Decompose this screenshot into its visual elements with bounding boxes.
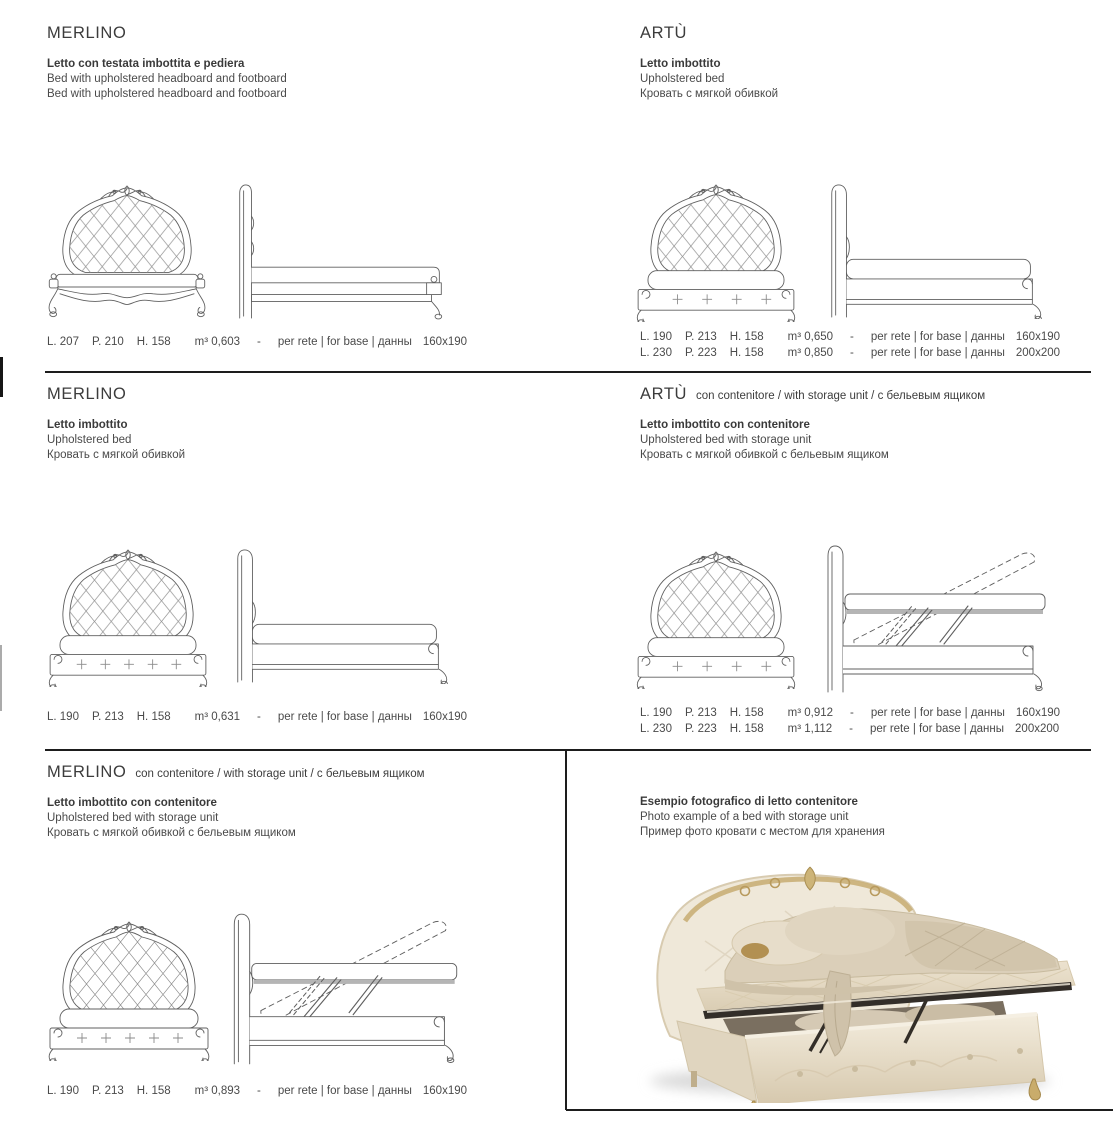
section-title [47, 24, 126, 43]
dim-depth: P. 223 [684, 722, 717, 735]
photo-caption [640, 795, 885, 840]
storage-bed-photo [605, 851, 1105, 1103]
dimensions-block [47, 335, 467, 351]
dim-separator: - [850, 331, 854, 343]
dim-length: L. 230 [640, 722, 672, 735]
product-name: ARTÙ [640, 24, 688, 42]
dim-height: H. 158 [729, 707, 764, 719]
dim-height: H. 158 [136, 711, 171, 723]
section-title [47, 385, 126, 404]
page-edge-mark [0, 357, 3, 397]
dim-note: per rete | for base | данны [870, 707, 1005, 719]
dim-separator: - [849, 722, 854, 735]
artu-front-view-drawing [632, 184, 800, 322]
dimensions-block [47, 710, 467, 726]
artu-side-view-drawing [820, 182, 1050, 319]
dim-depth: P. 213 [684, 707, 717, 719]
dim-length: L. 190 [47, 711, 79, 723]
dimensions-row [640, 706, 1060, 722]
dim-length: L. 230 [640, 346, 672, 359]
dim-mattress-size: 160x190 [1015, 331, 1061, 343]
dim-depth: P. 213 [91, 1085, 124, 1097]
dimensions-block [640, 330, 1060, 361]
dim-volume: m³ 0,631 [194, 711, 241, 723]
dim-length: L. 190 [640, 707, 672, 719]
dimensions-row [640, 330, 1060, 346]
description-russian: Кровать с мягкой обивкой с бельевым ящиком [47, 827, 296, 839]
dim-volume: m³ 0,893 [194, 1085, 241, 1097]
dim-volume: m³ 0,603 [194, 336, 241, 348]
description-russian: Кровать с мягкой обивкой [47, 449, 186, 461]
dim-note: per rete | for base | данны [870, 346, 1005, 359]
section-description [47, 418, 185, 463]
dim-mattress-size: 160x190 [422, 711, 468, 723]
page-edge-mark [0, 645, 2, 711]
dim-length: L. 190 [640, 331, 672, 343]
description-russian: Кровать с мягкой обивкой с бельевым ящиком [640, 449, 889, 461]
dim-volume: m³ 1,112 [787, 722, 833, 735]
description-italian: Letto imbottito [640, 58, 721, 70]
dimensions-row [640, 346, 1060, 362]
caption-english: Photo example of a bed with storage unit [640, 811, 849, 823]
artu-storage-front-view-drawing [632, 551, 800, 689]
section-title [640, 24, 687, 43]
dim-depth: P. 213 [91, 711, 124, 723]
merlino-storage-front-view-drawing [44, 921, 214, 1061]
merlino-storage-side-view-drawing [222, 910, 468, 1066]
dim-note: per rete | for base | данны [277, 336, 412, 348]
merlino-front-view-drawing [44, 549, 212, 687]
dim-height: H. 158 [136, 336, 171, 348]
merlino-front-view-drawing [44, 185, 210, 321]
dim-depth: P. 210 [91, 336, 124, 348]
dim-mattress-size: 200x200 [1015, 722, 1060, 735]
dim-separator: - [257, 1085, 261, 1097]
section-divider-2 [45, 749, 1091, 751]
section-description [640, 57, 778, 102]
section-description [47, 796, 296, 841]
description-russian: Bed with upholstered headboard and footboard [47, 88, 287, 100]
dimensions-row [47, 335, 467, 351]
dim-volume: m³ 0,912 [787, 707, 834, 719]
description-italian: Letto imbottito con contenitore [47, 797, 217, 809]
dim-mattress-size: 160x190 [1015, 707, 1061, 719]
description-english: Upholstered bed [47, 434, 132, 446]
description-italian: Letto imbottito [47, 419, 128, 431]
caption-italian: Esempio fotografico di letto contenitore [640, 796, 858, 808]
product-variant: con contenitore / with storage unit / с бельевым ящиком [135, 768, 425, 780]
product-name: MERLINO [47, 24, 127, 42]
dim-mattress-size: 160x190 [422, 336, 468, 348]
column-divider [565, 751, 567, 1110]
product-variant: con contenitore / with storage unit / с бельевым ящиком [696, 390, 986, 402]
dim-length: L. 207 [47, 336, 79, 348]
description-english: Bed with upholstered headboard and footboard [47, 73, 287, 85]
section-divider-1 [45, 371, 1091, 373]
merlino-side-view-drawing [226, 547, 456, 684]
dim-mattress-size: 200x200 [1015, 346, 1061, 359]
dim-height: H. 158 [136, 1085, 171, 1097]
description-russian: Кровать с мягкой обивкой [640, 88, 779, 100]
dimensions-block [47, 1084, 467, 1100]
section-description [640, 418, 889, 463]
caption-russian: Пример фото кровати с местом для хранения [640, 826, 885, 838]
dim-mattress-size: 160x190 [422, 1085, 468, 1097]
section-title [47, 763, 425, 782]
dim-height: H. 158 [729, 331, 764, 343]
product-name: MERLINO [47, 763, 127, 781]
dim-volume: m³ 0,650 [787, 331, 834, 343]
section-description [47, 57, 287, 102]
product-name: ARTÙ [640, 385, 688, 403]
dim-note: per rete | for base | данны [277, 1085, 412, 1097]
description-italian: Letto con testata imbottita e pediera [47, 58, 245, 70]
description-english: Upholstered bed with storage unit [640, 434, 812, 446]
dim-note: per rete | for base | данны [277, 711, 412, 723]
dim-separator: - [850, 707, 854, 719]
product-name: MERLINO [47, 385, 127, 403]
section-title [640, 385, 985, 404]
dimensions-row [640, 722, 1060, 738]
description-english: Upholstered bed with storage unit [47, 812, 219, 824]
description-english: Upholstered bed [640, 73, 725, 85]
dim-separator: - [257, 336, 261, 348]
dim-note: per rete | for base | данны [870, 722, 1005, 735]
dim-length: L. 190 [47, 1085, 79, 1097]
description-italian: Letto imbottito con contenitore [640, 419, 810, 431]
dimensions-row [47, 1084, 467, 1100]
dimensions-row [47, 710, 467, 726]
dim-separator: - [257, 711, 261, 723]
dim-depth: P. 223 [684, 346, 717, 359]
dim-depth: P. 213 [684, 331, 717, 343]
dim-volume: m³ 0,850 [787, 346, 834, 359]
merlino-side-view-drawing [226, 183, 456, 320]
dim-height: H. 158 [729, 346, 764, 359]
artu-storage-side-view-drawing [816, 542, 1056, 694]
dimensions-block [640, 706, 1060, 737]
bottom-divider [566, 1109, 1113, 1111]
dim-height: H. 158 [729, 722, 764, 735]
dim-separator: - [850, 346, 854, 359]
dim-note: per rete | for base | данны [870, 331, 1005, 343]
